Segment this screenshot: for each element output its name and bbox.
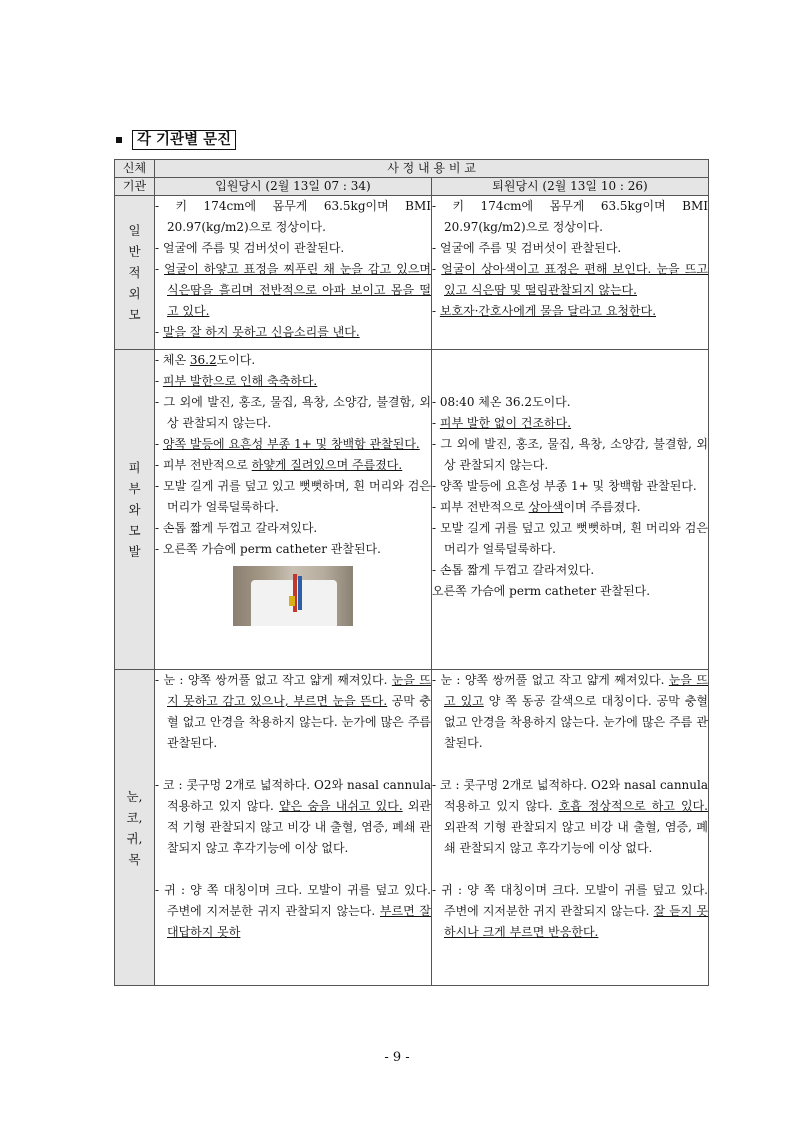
- list-item: - 양쪽 발등에 요흔성 부종 1+ 및 창백함 관찰된다.: [432, 479, 697, 493]
- row-general: [115, 196, 709, 350]
- list-item: - 그 외에 발진, 홍조, 물집, 욕창, 소양감, 불결함, 외상 관찰되지 않는다.: [432, 437, 708, 472]
- list-item: - 모발 길게 귀를 덮고 있고 뻣뻣하며, 흰 머리와 검은 머리가 얼룩덜룩하다.: [155, 479, 431, 514]
- list-item: - 양쪽 발등에 요흔성 부종 1+ 및 창백함 관찰된다.: [155, 437, 420, 451]
- list-item: - 얼굴에 주름 및 검버섯이 관찰된다.: [155, 241, 345, 255]
- list-item: - 귀 : 양 쪽 대칭이며 크다. 모발이 귀를 덮고 있다. 주변에 지저분한 귀지 관찰되지 않는다. 잘 듣지 못하시나 크게 부르면 반응한다.: [432, 883, 708, 939]
- section-title: 각 기관별 문진: [132, 130, 236, 150]
- list-item: - 체온 36.2도이다.: [155, 353, 256, 367]
- list-item: - 귀 : 양 쪽 대칭이며 크다. 모발이 귀를 덮고 있다. 주변에 지저분한 귀지 관찰되지 않는다. 부르면 잘 대답하지 못하: [155, 883, 431, 939]
- list-item: - 08:40 체온 36.2도이다.: [432, 395, 571, 409]
- row-skin: [115, 350, 709, 670]
- eent-discharge-cell: [432, 670, 709, 986]
- catheter-photo: [233, 566, 353, 626]
- list-item: - 키 174cm에 몸무게 63.5kg이며 BMI 20.97(kg/m2)으로 정상이다.: [155, 199, 431, 234]
- list-item: - 눈 : 양쪽 쌍꺼풀 없고 작고 얇게 째져있다. 눈을 뜨고 있고 양 쪽 동공 갈색으로 대칭이다. 공막 충혈 없고 안경을 착용하지 않는다. 눈가에 많은 주름 관찰된다.: [432, 673, 709, 750]
- row-eent: [115, 670, 709, 986]
- list-item: 오른쪽 가슴에 perm catheter 관찰된다.: [432, 584, 651, 598]
- header-discharge: 퇴원당시 (2월 13일 10 : 26): [432, 178, 709, 196]
- category-eent: 눈, 코, 귀, 목: [115, 670, 155, 986]
- list-item: - 피부 전반적으로 하얗게 질려있으며 주름졌다.: [155, 458, 403, 472]
- list-item: - 얼굴에 주름 및 검버섯이 관찰된다.: [432, 241, 622, 255]
- general-admit-cell: [155, 196, 432, 350]
- list-item: - 피부 발한 없이 건조하다.: [432, 416, 572, 430]
- category-general: 일 반 적 외 모: [115, 196, 155, 350]
- skin-admit-cell: [155, 350, 432, 670]
- header-admit: 입원당시 (2월 13일 07 : 34): [155, 178, 432, 196]
- list-item: - 얼굴이 상아색이고 표정은 편해 보인다. 눈을 뜨고 있고 식은땀 및 떨림관찰되지 않는다.: [432, 262, 709, 297]
- list-item: - 코 : 콧구멍 2개로 넓적하다. O2와 nasal cannula 적용하고 있지 않다. 호흡 정상적으로 하고 있다. 외관적 기형 관찰되지 않고 비강 내 출혈, 염증, 폐쇄 관찰되지 않고 후각기능에 이상 없다.: [432, 778, 708, 855]
- section-heading: [116, 130, 236, 150]
- page-number: - 9 -: [384, 1050, 410, 1065]
- category-skin: 피 부 와 모 발: [115, 350, 155, 670]
- skin-discharge-cell: [432, 350, 709, 670]
- list-item: - 키 174cm에 몸무게 63.5kg이며 BMI 20.97(kg/m2)으로 정상이다.: [432, 199, 708, 234]
- header-body-label-bottom: 기관: [115, 178, 155, 196]
- list-item: - 피부 발한으로 인해 축축하다.: [155, 374, 318, 388]
- list-item: - 모발 길게 귀를 덮고 있고 뻣뻣하며, 흰 머리와 검은 머리가 얼룩덜룩하다.: [432, 521, 708, 556]
- list-item: - 얼굴이 하얗고 표정을 찌푸린 채 눈을 감고 있으며 식은땀을 흘리며 전반적으로 아파 보이고 몸을 떨고 있다.: [155, 262, 432, 318]
- general-discharge-cell: [432, 196, 709, 350]
- list-item: - 그 외에 발진, 홍조, 물집, 욕창, 소양감, 불결함, 외상 관찰되지 않는다.: [155, 395, 431, 430]
- list-item: - 코 : 콧구멍 2개로 넓적하다. O2와 nasal cannula 적용하고 있지 않다. 얕은 숨을 내쉬고 있다. 외관적 기형 관찰되지 않고 비강 내 출혈, 염증, 폐쇄 관찰되지 않고 후각기능에 이상 없다.: [155, 778, 431, 855]
- bullet-icon: [116, 137, 122, 143]
- header-row-1: [115, 160, 709, 178]
- list-item: - 눈 : 양쪽 쌍꺼풀 없고 작고 얇게 째져있다. 눈을 뜨지 못하고 감고 있으나, 부르면 눈을 뜬다. 공막 충혈 없고 안경을 착용하지 않는다. 눈가에 많은 주름 관찰된다.: [155, 673, 432, 750]
- header-body-label-top: 신체: [115, 160, 155, 178]
- list-item: - 손톱 짧게 두껍고 갈라져있다.: [432, 563, 595, 577]
- assessment-table: [114, 159, 709, 986]
- list-item: - 보호자·간호사에게 물을 달라고 요청한다.: [432, 304, 657, 318]
- list-item: - 말을 잘 하지 못하고 신음소리를 낸다.: [155, 325, 360, 339]
- header-row-2: [115, 178, 709, 196]
- eent-admit-cell: [155, 670, 432, 986]
- list-item: - 피부 전반적으로 상아색이며 주름졌다.: [432, 500, 641, 514]
- header-compare: 사 정 내 용 비 교: [155, 160, 709, 178]
- list-item: - 오른쪽 가슴에 perm catheter 관찰된다.: [155, 542, 381, 556]
- list-item: - 손톱 짧게 두껍고 갈라져있다.: [155, 521, 318, 535]
